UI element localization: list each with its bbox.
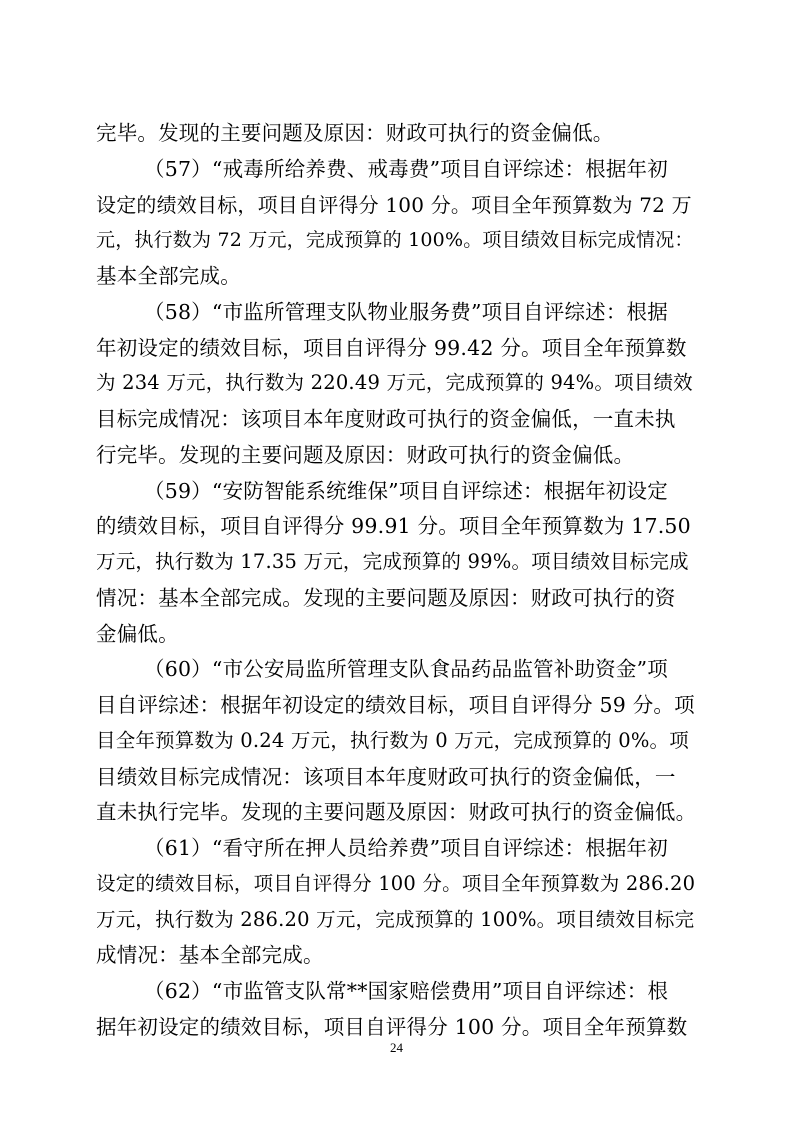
paragraph-line: 年初设定的绩效目标，项目自评得分 99.42 分。项目全年预算数 xyxy=(96,336,687,360)
paragraph-line: 直未执行完毕。发现的主要问题及原因：财政可执行的资金偏低。 xyxy=(96,800,697,824)
paragraph-line: 目自评综述：根据年初设定的绩效目标，项目自评得分 59 分。项 xyxy=(96,693,695,717)
paragraph-line: （60）“市公安局监所管理支队食品药品监管补助资金”项 xyxy=(144,657,668,681)
paragraph-line: 目标完成情况：该项目本年度财政可执行的资金偏低，一直未执 xyxy=(96,407,676,431)
paragraph-line: 的绩效目标，项目自评得分 99.91 分。项目全年预算数为 17.50 xyxy=(96,514,691,538)
paragraph-line: 元，执行数为 72 万元，完成预算的 100%。项目绩效目标完成情况： xyxy=(96,229,694,251)
paragraph-line: （61）“看守所在押人员给养费”项目自评综述：根据年初 xyxy=(144,836,668,860)
paragraph-line: 万元，执行数为 17.35 万元，完成预算的 99%。项目绩效目标完成 xyxy=(96,550,689,573)
paragraph-line: 行完毕。发现的主要问题及原因：财政可执行的资金偏低。 xyxy=(96,443,635,467)
paragraph-line: 目绩效目标完成情况：该项目本年度财政可执行的资金偏低，一 xyxy=(96,765,676,789)
paragraph-line: 设定的绩效目标，项目自评得分 100 分。项目全年预算数为 72 万 xyxy=(96,193,692,217)
paragraph-line: 情况：基本全部完成。发现的主要问题及原因：财政可执行的资 xyxy=(96,586,676,610)
paragraph-line: （57）“戒毒所给养费、戒毒费”项目自评综述：根据年初 xyxy=(144,157,668,181)
paragraph-line: （62）“市监管支队常**国家赔偿费用”项目自评综述：根 xyxy=(144,979,669,1003)
paragraph-line: （58）“市监所管理支队物业服务费”项目自评综述：根据 xyxy=(144,300,668,324)
paragraph-line: 为 234 万元，执行数为 220.49 万元，完成预算的 94%。项目绩效 xyxy=(96,371,693,394)
paragraph-line: 成情况：基本全部完成。 xyxy=(96,943,324,967)
page-number: 24 xyxy=(390,1040,403,1055)
paragraph-line: 金偏低。 xyxy=(96,622,179,646)
paragraph-line: 完毕。发现的主要问题及原因：财政可执行的资金偏低。 xyxy=(96,121,614,145)
paragraph-line: （59）“安防智能系统维保”项目自评综述：根据年初设定 xyxy=(144,479,668,503)
paragraph-line: 基本全部完成。 xyxy=(96,264,241,288)
paragraph-line: 万元，执行数为 286.20 万元，完成预算的 100%。项目绩效目标完 xyxy=(96,908,695,931)
paragraph-line: 设定的绩效目标，项目自评得分 100 分。项目全年预算数为 286.20 xyxy=(96,872,696,895)
paragraph-line: 据年初设定的绩效目标，项目自评得分 100 分。项目全年预算数 xyxy=(96,1015,688,1039)
paragraph-line: 目全年预算数为 0.24 万元，执行数为 0 万元，完成预算的 0%。项 xyxy=(96,729,689,752)
